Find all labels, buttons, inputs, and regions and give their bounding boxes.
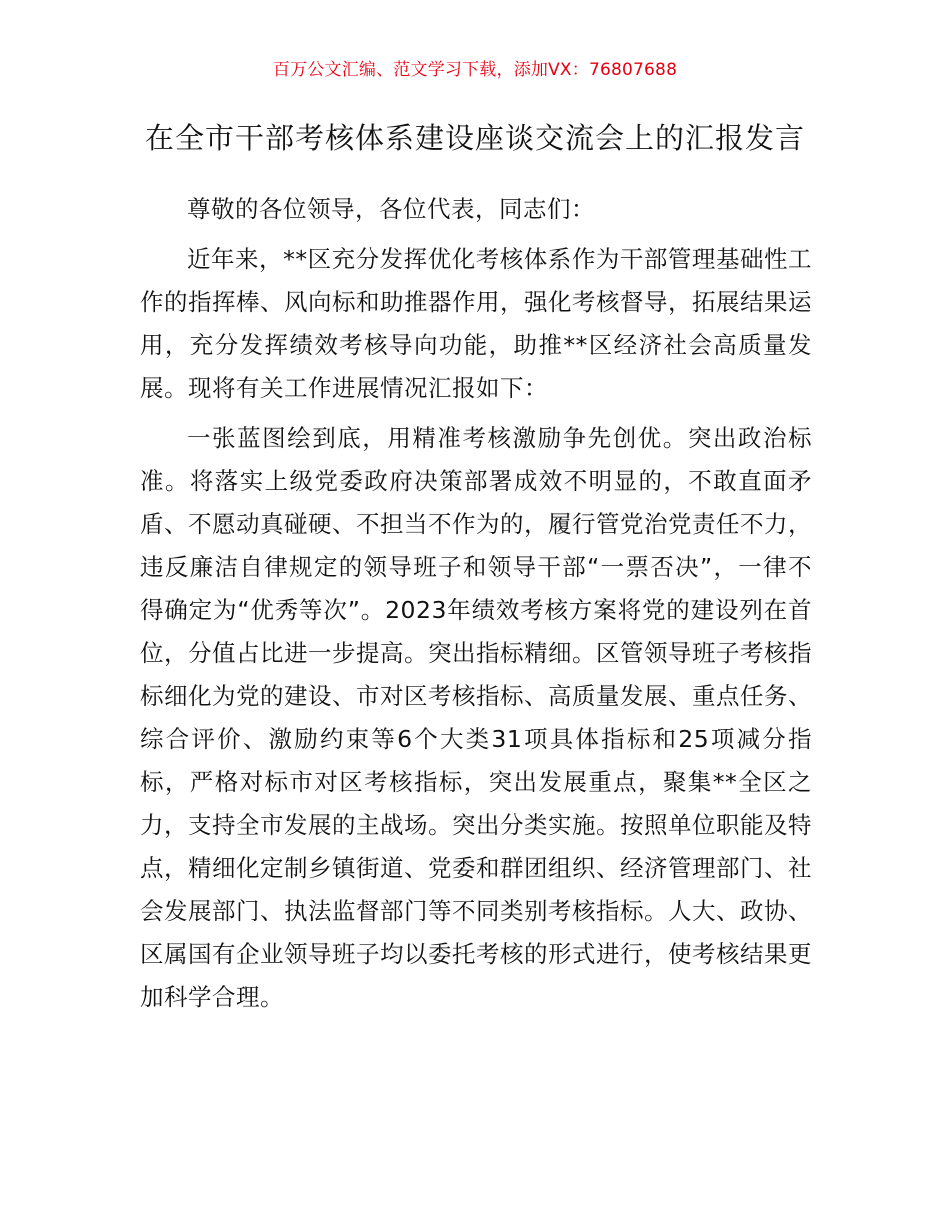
document-body xyxy=(140,188,812,1019)
paragraph-evaluation: 一张蓝图绘到底，用精准考核激励争先创优。突出政治标准。将落实上级党委政府决策部署成效不明显的，不敢直面矛盾、不愿动真碰硬、不担当不作为的，履行管党治党责任不力，违反廉洁自律规定的领导班子和领导干部“一票否决”，一律不得确定为“优秀等次”。2023年绩效考核方案将党的建设列在首位，分值占比进一步提高。突出指标精细。区管领导班子考核指标细化为党的建设、市对区考核指标、高质量发展、重点任务、综合评价、激励约束等6个大类31项具体指标和25项减分指标，严格对标市对区考核指标，突出发展重点，聚集**全区之力，支持全市发展的主战场。突出分类实施。按照单位职能及特点，精细化定制乡镇街道、党委和群团组织、经济管理部门、社会发展部门、执法监督部门等不同类别考核指标。人大、政协、区属国有企业领导班子均以委托考核的形式进行，使考核结果更加科学合理。 xyxy=(140,424,812,1011)
document-title: 在全市干部考核体系建设座谈交流会上的汇报发言 xyxy=(144,121,805,155)
header-watermark-note: 百万公文汇编、范文学习下载，添加VX：76807688 xyxy=(272,60,678,80)
salutation: 尊敬的各位领导，各位代表，同志们： xyxy=(187,195,595,223)
paragraph-intro: 近年来，**区充分发挥优化考核体系作为干部管理基础性工作的指挥棒、风向标和助推器作用，强化考核督导，拓展结果运用，充分发挥绩效考核导向功能，助推**区经济社会高质量发展。现将有关工作进展情况汇报如下： xyxy=(140,245,812,402)
